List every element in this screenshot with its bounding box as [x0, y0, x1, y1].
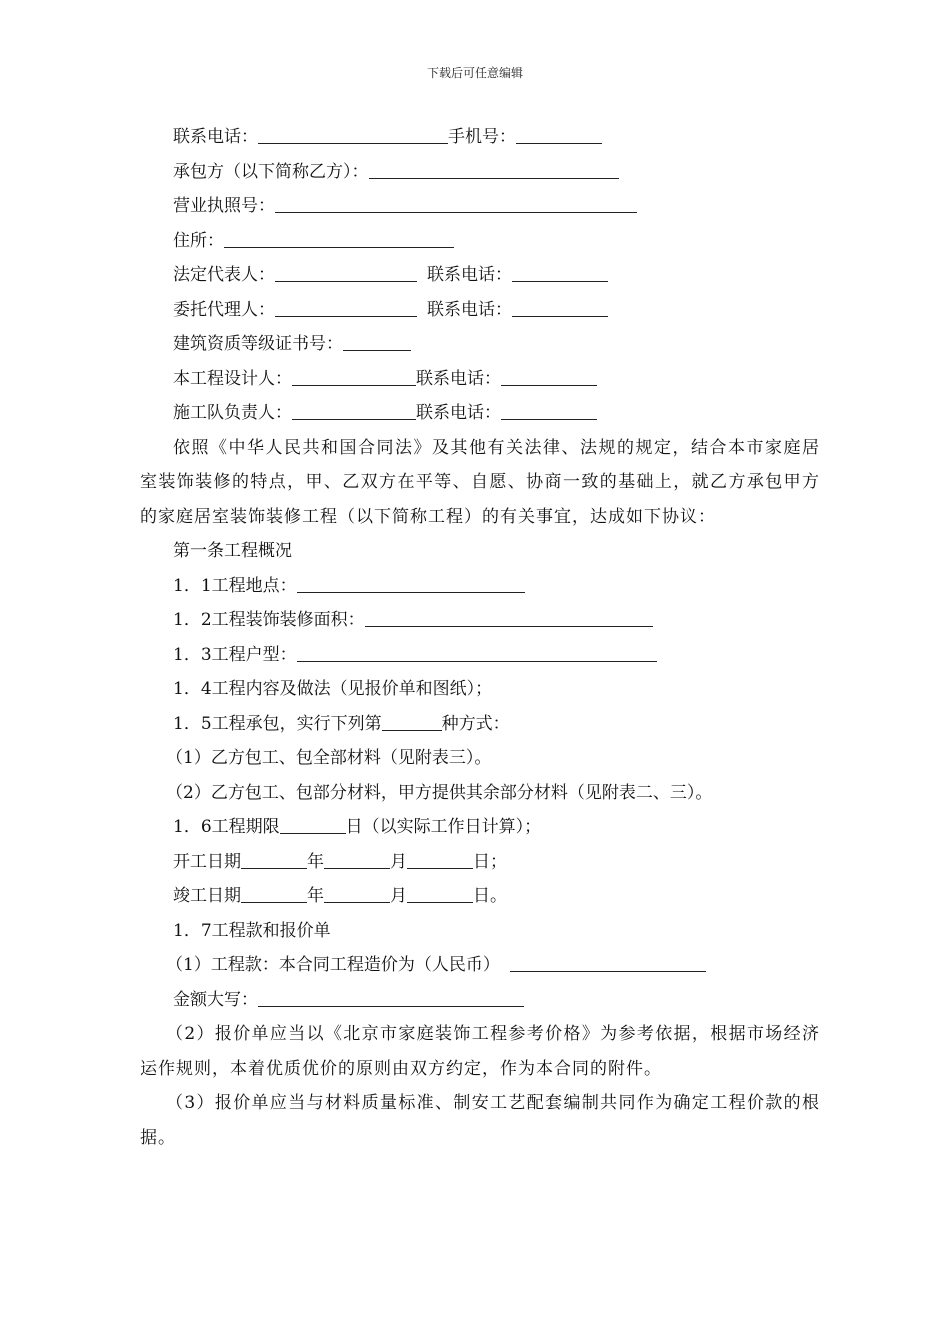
item-1-7: 1．7工程款和报价单: [173, 920, 331, 941]
year-label: 年: [307, 886, 324, 906]
license-line: [140, 189, 820, 224]
end-month-blank[interactable]: [324, 884, 390, 903]
legal-rep-blank[interactable]: [275, 263, 417, 282]
item-1-2: [140, 603, 820, 638]
end-day-blank[interactable]: [407, 884, 473, 903]
agent-label: 委托代理人：: [173, 299, 275, 320]
item-1-1: [140, 569, 820, 604]
foreman-blank[interactable]: [292, 401, 416, 420]
foreman-line: [140, 396, 820, 431]
quote-paragraph-2: （2）报价单应当以《北京市家庭装饰工程参考价格》为参考依据，根据市场经济运作规则，本着优质优价的原则由双方约定，作为本合同的附件。: [140, 1024, 820, 1079]
item-1-6-suffix: 日（以实际工作日计算）；: [345, 817, 542, 837]
contractor-blank[interactable]: [369, 160, 619, 179]
start-day-blank[interactable]: [407, 850, 473, 869]
license-blank[interactable]: [275, 194, 637, 213]
page-header-note: 下载后可任意编辑: [426, 66, 523, 80]
start-month-blank[interactable]: [324, 850, 390, 869]
qualification-line: [140, 327, 820, 362]
amount-blank[interactable]: [258, 988, 524, 1007]
item-1-1-label: 1．1工程地点：: [173, 575, 297, 596]
item-1-5-suffix: 种方式：: [441, 713, 510, 734]
license-label: 营业执照号：: [173, 196, 275, 216]
amount-line: [140, 983, 820, 1018]
month-label: 月: [390, 851, 407, 872]
contract-body: [140, 120, 820, 1155]
qualification-label: 建筑资质等级证书号：: [173, 334, 343, 354]
area-blank[interactable]: [365, 608, 653, 627]
end-date-label: 竣工日期: [173, 886, 241, 906]
day-label: 日。: [473, 886, 507, 906]
unit-type-blank[interactable]: [297, 643, 657, 662]
month-label: 月: [390, 886, 407, 906]
foreman-phone-label: 联系电话：: [416, 403, 501, 423]
price-line: [140, 948, 820, 983]
mode-blank[interactable]: [382, 712, 442, 731]
agent-phone-blank[interactable]: [512, 298, 608, 317]
contractor-label: 承包方（以下简称乙方）：: [173, 161, 369, 182]
address-line: [140, 224, 820, 259]
contractor-line: [140, 155, 820, 190]
item-1-3: [140, 638, 820, 673]
address-label: 住所：: [173, 230, 224, 251]
start-year-blank[interactable]: [241, 850, 307, 869]
contact-phone-line: [140, 120, 820, 155]
legal-rep-phone-label: 联系电话：: [427, 265, 512, 285]
start-date-line: [140, 845, 820, 880]
designer-blank[interactable]: [292, 367, 416, 386]
price-label: （1）工程款：本合同工程造价为（人民币）: [166, 955, 500, 975]
foreman-phone-blank[interactable]: [501, 401, 597, 420]
day-label: 日；: [473, 851, 507, 872]
item-1-3-label: 1．3工程户型：: [173, 644, 297, 665]
legal-rep-phone-blank[interactable]: [512, 263, 608, 282]
item-1-6-label: 1．6工程期限: [173, 817, 280, 837]
end-date-line: [140, 879, 820, 914]
quote-paragraph-3: （3）报价单应当与材料质量标准、制安工艺配套编制共同作为确定工程价款的根据。: [140, 1093, 820, 1148]
foreman-label: 施工队负责人：: [173, 403, 292, 423]
item-1-5-label: 1．5工程承包，实行下列第: [173, 713, 382, 734]
option-2: （2）乙方包工、包部分材料，甲方提供其余部分材料（见附表二、三）。: [166, 782, 713, 803]
item-1-4: 1．4工程内容及做法（见报价单和图纸）；: [173, 679, 493, 699]
site-blank[interactable]: [297, 574, 525, 593]
article1-title: 第一条工程概况: [173, 541, 292, 561]
mobile-blank[interactable]: [516, 125, 602, 144]
address-blank[interactable]: [224, 229, 454, 248]
start-date-label: 开工日期: [173, 851, 241, 872]
legal-rep-label: 法定代表人：: [173, 265, 275, 285]
end-year-blank[interactable]: [241, 884, 307, 903]
designer-line: [140, 362, 820, 397]
legal-rep-line: [140, 258, 820, 293]
item-1-5: [140, 707, 820, 742]
item-1-6: [140, 810, 820, 845]
amount-label: 金额大写：: [173, 989, 258, 1010]
agent-line: [140, 293, 820, 328]
year-label: 年: [307, 851, 324, 872]
agent-phone-label: 联系电话：: [427, 299, 512, 320]
designer-phone-blank[interactable]: [501, 367, 597, 386]
agent-blank[interactable]: [275, 298, 417, 317]
contact-phone-blank[interactable]: [258, 125, 448, 144]
designer-label: 本工程设计人：: [173, 368, 292, 389]
qualification-blank[interactable]: [343, 332, 411, 351]
designer-phone-label: 联系电话：: [416, 368, 501, 389]
intro-paragraph: 依照《中华人民共和国合同法》及其他有关法律、法规的规定，结合本市家庭居室装饰装修的特点，甲、乙双方在平等、自愿、协商一致的基础上，就乙方承包甲方的家庭居室装饰装修工程（以下简称工程）的有关事宜，达成如下协议：: [140, 437, 820, 527]
mobile-label: 手机号：: [448, 127, 516, 147]
duration-blank[interactable]: [280, 815, 346, 834]
option-1: （1）乙方包工、包全部材料（见附表三）。: [166, 748, 492, 768]
contact-phone-label: 联系电话：: [173, 127, 258, 147]
price-blank[interactable]: [510, 953, 706, 972]
item-1-2-label: 1．2工程装饰装修面积：: [173, 610, 365, 630]
